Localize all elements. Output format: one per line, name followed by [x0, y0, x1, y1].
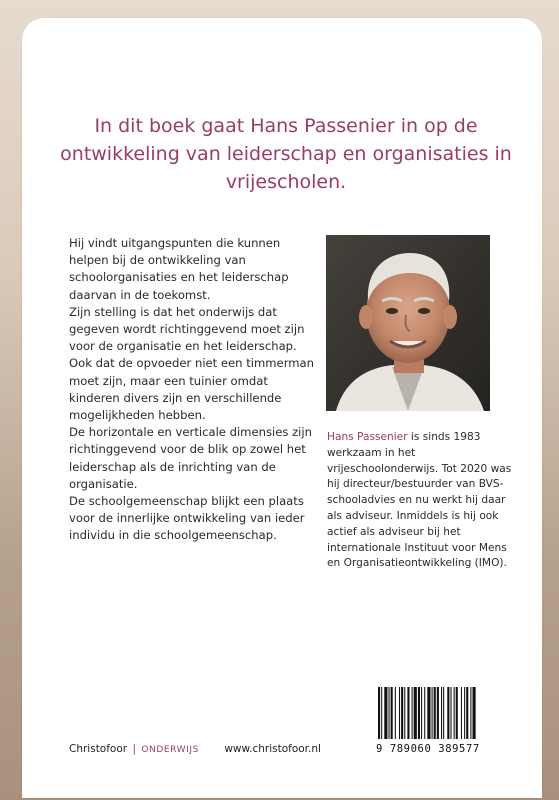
body-text — [69, 235, 321, 545]
barcode-number: 9 789060 389577 — [376, 743, 480, 755]
body-paragraph: De horizontale en verticale dimensies zijn richtinggevend voor de blik op zowel het leiderschap als de inrichting van de organisatie. — [69, 425, 312, 491]
author-portrait-icon — [326, 235, 490, 411]
body-paragraph: De schoolgemeenschap blijkt een plaats voor de innerlijke ontwikkeling van ieder individu in die schoolgemeenschap. — [69, 494, 305, 543]
author-bio — [327, 430, 512, 572]
footer-separator: | — [132, 743, 136, 755]
publisher-name: Christofoor — [69, 743, 128, 755]
barcode-icon — [374, 683, 513, 741]
publisher-imprint: ONDERWIJS — [141, 745, 199, 755]
author-photo — [326, 235, 490, 411]
intro-text: In dit boek gaat Hans Passenier in op de ontwikkeling van leiderschap en organisaties in vrijescholen. — [60, 115, 512, 193]
body-paragraph: Hij vindt uitgangspunten die kunnen helpen bij de ontwikkeling van schoolorganisaties en het leiderschap daarvan in de toekomst. — [69, 236, 289, 302]
author-bio-text: is sinds 1983 werkzaam in het vrijeschoolonderwijs. Tot 2020 was hij directeur/bestuurder van BVS-schooladvies en nu werkt hij daar als adviseur. Inmiddels is hij ook actief als adviseur bij het internationale Instituut voor Mens en Organisatieontwikkeling (IMO). — [327, 431, 512, 570]
body-paragraph: Zijn stelling is dat het onderwijs dat gegeven wordt richtinggevend moet zijn voor de organisatie en het leiderschap. Ook dat de opvoeder niet een timmerman moet zijn, maar een tuinier omdat kinderen divers zijn en verschillende mogelijkheden hebben. — [69, 304, 315, 423]
footer — [69, 743, 321, 755]
author-name: Hans Passenier — [327, 431, 408, 443]
publisher-url[interactable]: www.christofoor.nl — [224, 743, 321, 755]
